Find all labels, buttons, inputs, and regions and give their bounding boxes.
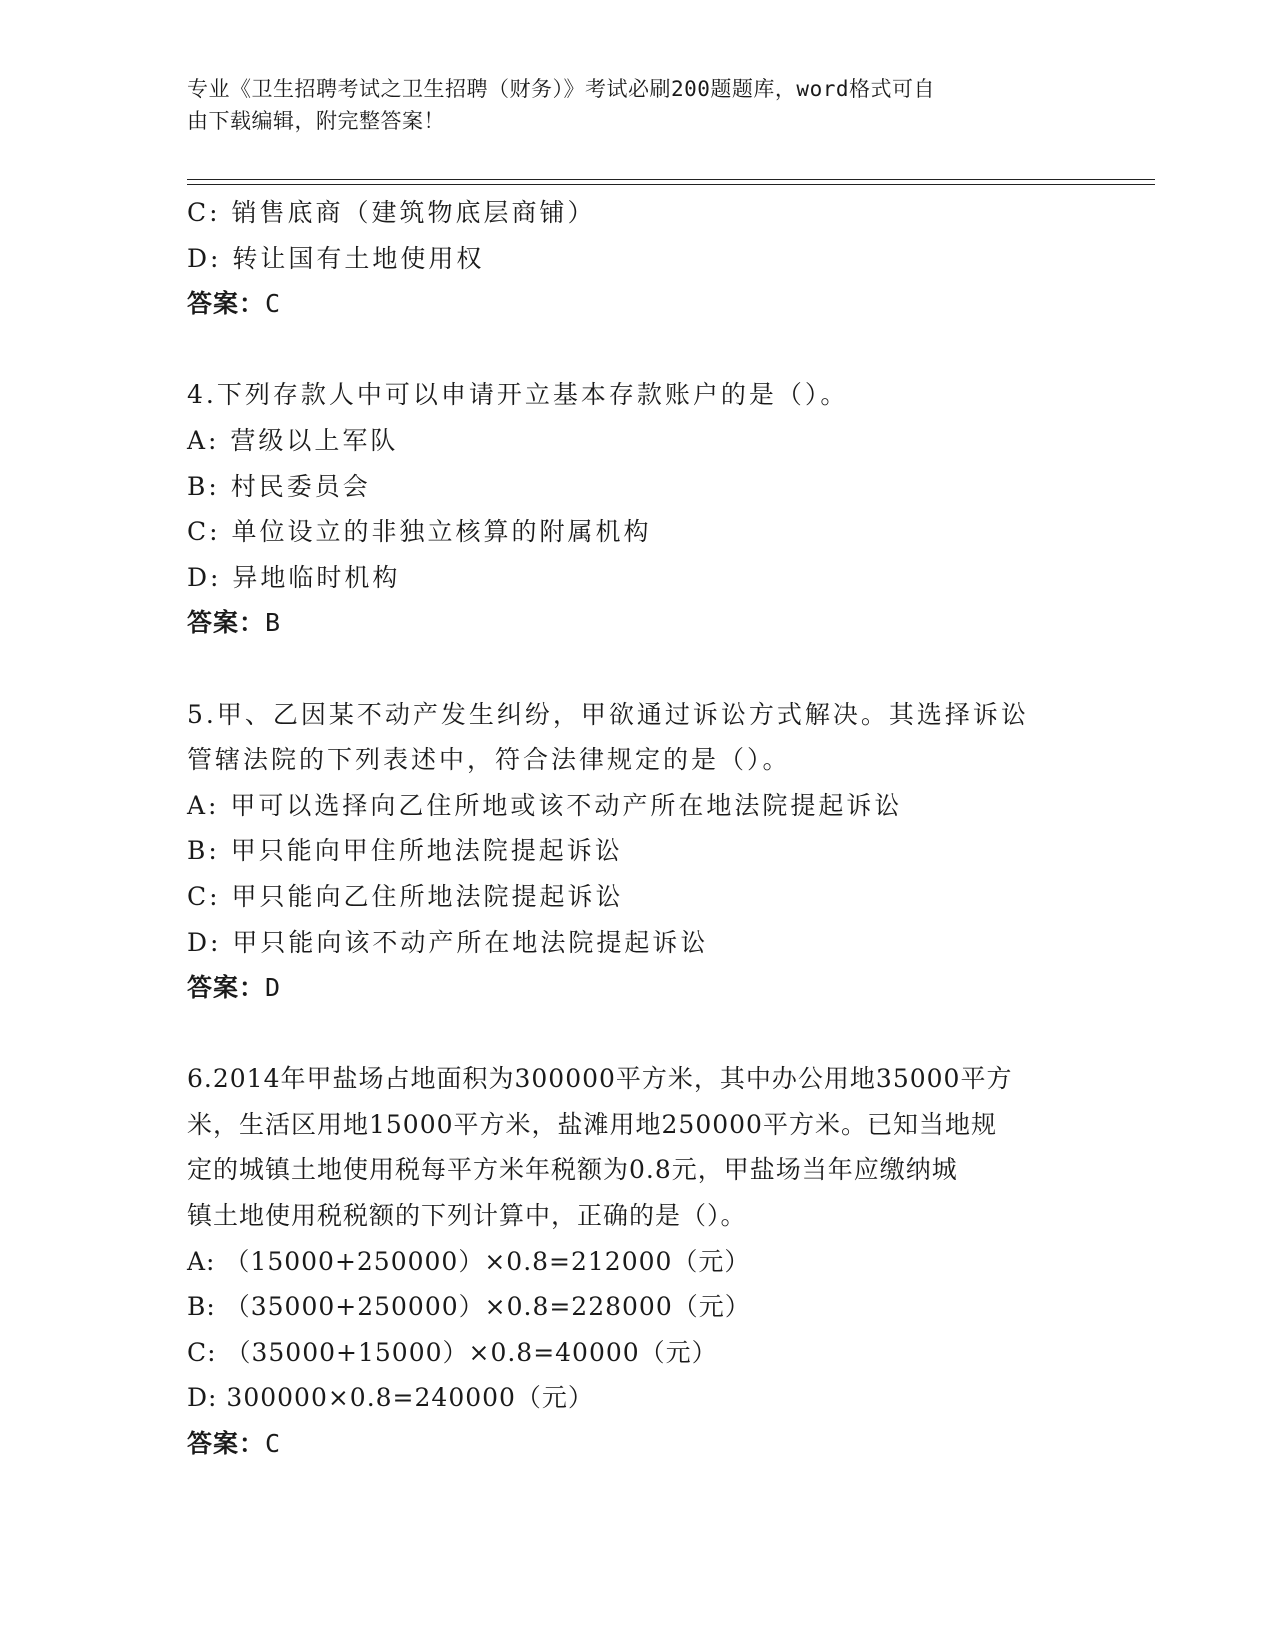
answer-label: 答案： xyxy=(187,608,266,638)
question-list xyxy=(187,190,1087,1467)
q5-stem-line-1: 5.甲、乙因某不动产发生纠纷，甲欲通过诉讼方式解决。其选择诉讼 xyxy=(187,699,1029,729)
header-line-2: 由下载编辑，附完整答案！ xyxy=(187,109,445,133)
question-5 xyxy=(187,692,1087,1011)
answer-value: C xyxy=(265,1429,282,1459)
q4-option-d: D: 异地临时机构 xyxy=(187,562,401,592)
q6-option-c: C: （35000+15000）×0.8=40000（元） xyxy=(187,1337,718,1367)
q5-option-d: D: 甲只能向该不动产所在地法院提起诉讼 xyxy=(187,927,709,957)
q6-stem-line-2: 米，生活区用地15000平方米，盐滩用地250000平方米。已知当地规 xyxy=(187,1109,997,1139)
q6-stem-line-1: 6.2014年甲盐场占地面积为300000平方米，其中办公用地35000平方 xyxy=(187,1064,1013,1094)
q5-answer xyxy=(187,965,1087,1011)
answer-label: 答案： xyxy=(187,973,266,1003)
answer-label: 答案： xyxy=(187,1429,266,1459)
q6-stem-line-4: 镇土地使用税税额的下列计算中，正确的是（）。 xyxy=(187,1201,747,1231)
q3-answer xyxy=(187,281,1087,327)
answer-value: D xyxy=(265,973,282,1003)
header-divider-top xyxy=(187,179,1155,180)
q3-option-c: C: 销售底商（建筑物底层商铺） xyxy=(187,198,596,227)
answer-value: C xyxy=(265,289,282,319)
q6-option-a: A: （15000+250000）×0.8=212000（元） xyxy=(187,1246,751,1276)
q5-stem-line-2: 管辖法院的下列表述中，符合法律规定的是（）。 xyxy=(187,745,791,775)
q5-option-b: B: 甲只能向甲住所地法院提起诉讼 xyxy=(187,836,623,866)
header-divider-bottom xyxy=(187,184,1155,185)
q6-option-b: B: （35000+250000）×0.8=228000（元） xyxy=(187,1292,751,1322)
q4-option-b: B: 村民委员会 xyxy=(187,471,371,501)
question-4 xyxy=(187,372,1087,646)
answer-label: 答案： xyxy=(187,289,266,319)
q4-option-a: A: 营级以上军队 xyxy=(187,425,399,455)
q3-option-d: D: 转让国有土地使用权 xyxy=(187,243,485,273)
q4-answer xyxy=(187,600,1087,646)
answer-value: B xyxy=(265,608,282,638)
q4-stem: 4.下列存款人中可以申请开立基本存款账户的是（）。 xyxy=(187,380,849,410)
q6-stem-line-3: 定的城镇土地使用税每平方米年税额为0.8元，甲盐场当年应缴纳城 xyxy=(187,1155,958,1185)
page-header xyxy=(187,73,1087,137)
q5-option-a: A: 甲可以选择向乙住所地或该不动产所在地法院提起诉讼 xyxy=(187,790,903,820)
question-6 xyxy=(187,1056,1087,1466)
q6-answer xyxy=(187,1421,1087,1467)
q5-option-c: C: 甲只能向乙住所地法院提起诉讼 xyxy=(187,881,624,911)
question-3 xyxy=(187,190,1087,327)
q6-option-d: D: 300000×0.8=240000（元） xyxy=(187,1383,594,1413)
header-line-1: 专业《卫生招聘考试之卫生招聘（财务）》考试必刷200题题库，word格式可自 xyxy=(187,77,935,101)
q4-option-c: C: 单位设立的非独立核算的附属机构 xyxy=(187,517,652,547)
